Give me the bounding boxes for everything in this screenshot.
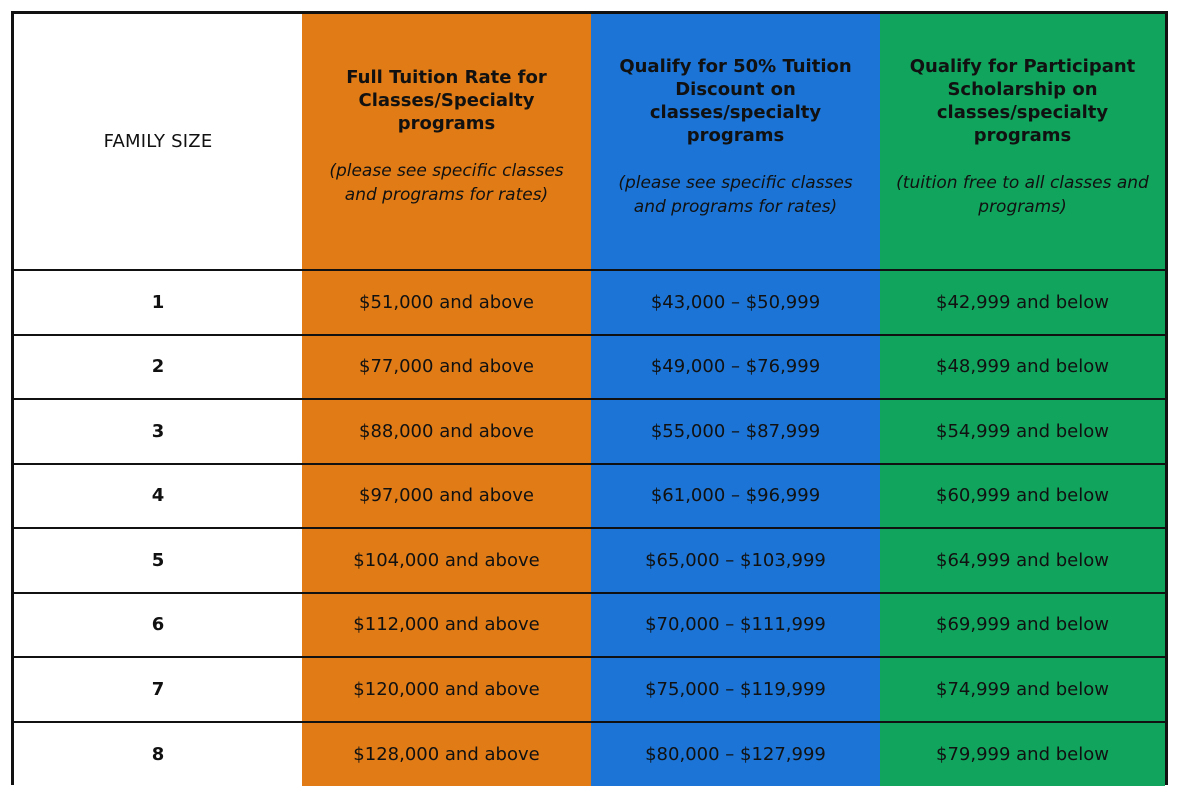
- scholarship-cell: $69,999 and below: [880, 593, 1165, 658]
- family-size-cell: 1: [14, 270, 302, 335]
- half-discount-cell: $49,000 – $76,999: [591, 335, 880, 400]
- header-family-size-label: FAMILY SIZE: [103, 131, 213, 152]
- scholarship-cell: $64,999 and below: [880, 528, 1165, 593]
- tuition-table-container: [11, 11, 1168, 785]
- header-full-tuition-note: (please see specific classes and programs for rates): [329, 161, 564, 205]
- table-row: [14, 270, 1165, 335]
- scholarship-cell: $54,999 and below: [880, 399, 1165, 464]
- family-size-cell: 6: [14, 593, 302, 658]
- scholarship-cell: $42,999 and below: [880, 270, 1165, 335]
- header-half-discount-note: (please see specific classes and programs for rates): [618, 172, 853, 217]
- table-row: [14, 722, 1165, 787]
- header-scholarship-title: Qualify for Participant Scholarship on classes/specialty programs: [909, 55, 1136, 146]
- family-size-cell: 8: [14, 722, 302, 787]
- tuition-table: [14, 14, 1165, 786]
- header-scholarship-note: (tuition free to all classes and programs): [896, 172, 1149, 217]
- full-tuition-cell: $104,000 and above: [302, 528, 591, 593]
- family-size-cell: 3: [14, 399, 302, 464]
- scholarship-cell: $60,999 and below: [880, 464, 1165, 529]
- table-row: [14, 657, 1165, 722]
- header-full-tuition: [302, 14, 591, 270]
- header-full-tuition-title: Full Tuition Rate for Classes/Specialty programs: [346, 67, 547, 134]
- full-tuition-cell: $51,000 and above: [302, 270, 591, 335]
- half-discount-cell: $80,000 – $127,999: [591, 722, 880, 787]
- half-discount-cell: $61,000 – $96,999: [591, 464, 880, 529]
- family-size-cell: 2: [14, 335, 302, 400]
- family-size-cell: 7: [14, 657, 302, 722]
- table-row: [14, 528, 1165, 593]
- full-tuition-cell: $128,000 and above: [302, 722, 591, 787]
- table-row: [14, 399, 1165, 464]
- half-discount-cell: $43,000 – $50,999: [591, 270, 880, 335]
- full-tuition-cell: $88,000 and above: [302, 399, 591, 464]
- family-size-cell: 5: [14, 528, 302, 593]
- header-family-size: [14, 14, 302, 270]
- table-row: [14, 335, 1165, 400]
- full-tuition-cell: $77,000 and above: [302, 335, 591, 400]
- header-scholarship: [880, 14, 1165, 270]
- half-discount-cell: $55,000 – $87,999: [591, 399, 880, 464]
- header-half-discount: [591, 14, 880, 270]
- scholarship-cell: $74,999 and below: [880, 657, 1165, 722]
- header-half-discount-title: Qualify for 50% Tuition Discount on classes/specialty programs: [619, 55, 852, 146]
- table-row: [14, 593, 1165, 658]
- full-tuition-cell: $97,000 and above: [302, 464, 591, 529]
- table-header-row: [14, 14, 1165, 270]
- family-size-cell: 4: [14, 464, 302, 529]
- half-discount-cell: $70,000 – $111,999: [591, 593, 880, 658]
- half-discount-cell: $65,000 – $103,999: [591, 528, 880, 593]
- scholarship-cell: $79,999 and below: [880, 722, 1165, 787]
- scholarship-cell: $48,999 and below: [880, 335, 1165, 400]
- full-tuition-cell: $112,000 and above: [302, 593, 591, 658]
- half-discount-cell: $75,000 – $119,999: [591, 657, 880, 722]
- full-tuition-cell: $120,000 and above: [302, 657, 591, 722]
- table-row: [14, 464, 1165, 529]
